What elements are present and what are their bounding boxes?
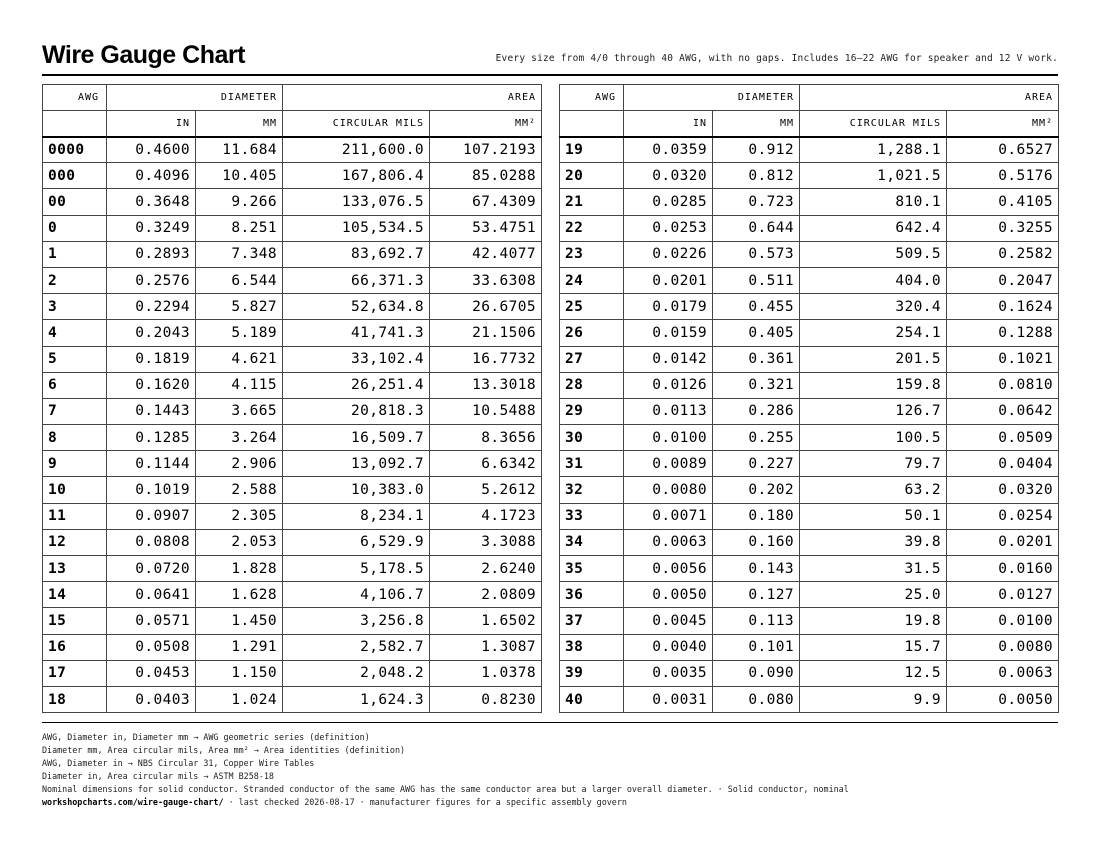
wire-table-right <box>559 84 1059 713</box>
circular-mils-cell: 63.2 <box>800 477 947 503</box>
circular-mils-cell: 320.4 <box>800 294 947 320</box>
awg-cell: 27 <box>560 346 624 372</box>
awg-cell: 38 <box>560 634 624 660</box>
circular-mils-cell: 13,092.7 <box>283 451 430 477</box>
diameter-mm-cell: 0.255 <box>713 425 800 451</box>
awg-cell: 18 <box>43 686 107 712</box>
diameter-mm-cell: 2.906 <box>196 451 283 477</box>
diameter-mm-cell: 2.053 <box>196 529 283 555</box>
footer-note: Nominal dimensions for solid conductor. Stranded conductor of the same AWG has the same conductor area but a larger overall diameter. · Solid conductor, nominal <box>42 784 849 794</box>
circular-mils-cell: 41,741.3 <box>283 320 430 346</box>
table-row <box>43 582 542 608</box>
table-row <box>560 451 1059 477</box>
circular-mils-cell: 133,076.5 <box>283 189 430 215</box>
area-mm2-cell: 0.1288 <box>947 320 1059 346</box>
circular-mils-cell: 31.5 <box>800 556 947 582</box>
circular-mils-cell: 9.9 <box>800 686 947 712</box>
area-mm2-cell: 0.0642 <box>947 398 1059 424</box>
diameter-in-cell: 0.0641 <box>107 582 196 608</box>
area-mm2-cell: 0.0509 <box>947 425 1059 451</box>
table-row <box>43 163 542 189</box>
table-row <box>43 372 542 398</box>
table-row <box>560 556 1059 582</box>
page <box>42 40 1058 807</box>
awg-cell: 00 <box>43 189 107 215</box>
table-row <box>43 660 542 686</box>
awg-cell: 35 <box>560 556 624 582</box>
awg-cell: 5 <box>43 346 107 372</box>
diameter-mm-cell: 0.511 <box>713 267 800 293</box>
awg-cell: 4 <box>43 320 107 346</box>
awg-cell: 23 <box>560 241 624 267</box>
table-row <box>560 320 1059 346</box>
circular-mils-cell: 19.8 <box>800 608 947 634</box>
diameter-in-cell: 0.1443 <box>107 398 196 424</box>
diameter-mm-cell: 0.812 <box>713 163 800 189</box>
area-mm2-cell: 0.1624 <box>947 294 1059 320</box>
table-row <box>43 529 542 555</box>
area-mm2-cell: 2.0809 <box>430 582 542 608</box>
source-line: AWG, Diameter in → NBS Circular 31, Copper Wire Tables <box>42 758 315 768</box>
diameter-mm-cell: 0.644 <box>713 215 800 241</box>
awg-cell: 16 <box>43 634 107 660</box>
diameter-mm-cell: 0.573 <box>713 241 800 267</box>
area-mm2-cell: 8.3656 <box>430 425 542 451</box>
diameter-mm-cell: 0.361 <box>713 346 800 372</box>
awg-cell: 12 <box>43 529 107 555</box>
header-awg: AWG <box>43 85 107 111</box>
area-mm2-cell: 16.7732 <box>430 346 542 372</box>
area-mm2-cell: 0.2582 <box>947 241 1059 267</box>
diameter-mm-cell: 4.115 <box>196 372 283 398</box>
diameter-mm-cell: 0.127 <box>713 582 800 608</box>
awg-cell: 9 <box>43 451 107 477</box>
diameter-in-cell: 0.0453 <box>107 660 196 686</box>
circular-mils-cell: 26,251.4 <box>283 372 430 398</box>
diameter-mm-cell: 1.291 <box>196 634 283 660</box>
awg-cell: 14 <box>43 582 107 608</box>
table-row <box>560 137 1059 163</box>
awg-cell: 24 <box>560 267 624 293</box>
diameter-in-cell: 0.3249 <box>107 215 196 241</box>
header-circular-mils: CIRCULAR MILS <box>800 111 947 137</box>
header-mm: MM <box>196 111 283 137</box>
circular-mils-cell: 126.7 <box>800 398 947 424</box>
area-mm2-cell: 0.0254 <box>947 503 1059 529</box>
diameter-mm-cell: 0.723 <box>713 189 800 215</box>
footer-meta <box>42 796 1058 809</box>
diameter-mm-cell: 0.080 <box>713 686 800 712</box>
circular-mils-cell: 15.7 <box>800 634 947 660</box>
area-mm2-cell: 0.8230 <box>430 686 542 712</box>
awg-cell: 8 <box>43 425 107 451</box>
awg-cell: 1 <box>43 241 107 267</box>
diameter-in-cell: 0.0201 <box>624 267 713 293</box>
awg-cell: 3 <box>43 294 107 320</box>
awg-cell: 17 <box>43 660 107 686</box>
circular-mils-cell: 5,178.5 <box>283 556 430 582</box>
diameter-mm-cell: 10.405 <box>196 163 283 189</box>
diameter-in-cell: 0.0159 <box>624 320 713 346</box>
circular-mils-cell: 509.5 <box>800 241 947 267</box>
awg-cell: 40 <box>560 686 624 712</box>
area-mm2-cell: 0.0080 <box>947 634 1059 660</box>
header-awg-blank <box>43 111 107 137</box>
diameter-in-cell: 0.0179 <box>624 294 713 320</box>
header-area: AREA <box>800 85 1059 111</box>
diameter-mm-cell: 1.024 <box>196 686 283 712</box>
diameter-mm-cell: 0.180 <box>713 503 800 529</box>
diameter-mm-cell: 1.628 <box>196 582 283 608</box>
diameter-mm-cell: 0.227 <box>713 451 800 477</box>
diameter-in-cell: 0.0320 <box>624 163 713 189</box>
header-awg: AWG <box>560 85 624 111</box>
circular-mils-cell: 3,256.8 <box>283 608 430 634</box>
awg-cell: 20 <box>560 163 624 189</box>
circular-mils-cell: 50.1 <box>800 503 947 529</box>
table-row <box>43 477 542 503</box>
area-mm2-cell: 42.4077 <box>430 241 542 267</box>
circular-mils-cell: 10,383.0 <box>283 477 430 503</box>
table-row <box>43 241 542 267</box>
diameter-in-cell: 0.4600 <box>107 137 196 163</box>
awg-cell: 13 <box>43 556 107 582</box>
diameter-mm-cell: 1.828 <box>196 556 283 582</box>
table-row <box>43 634 542 660</box>
diameter-mm-cell: 0.160 <box>713 529 800 555</box>
diameter-in-cell: 0.3648 <box>107 189 196 215</box>
area-mm2-cell: 107.2193 <box>430 137 542 163</box>
page-subtitle: Every size from 4/0 through 40 AWG, with no gaps. Includes 16–22 AWG for speaker and 12 V work. <box>495 53 1058 64</box>
area-mm2-cell: 0.0100 <box>947 608 1059 634</box>
diameter-mm-cell: 0.286 <box>713 398 800 424</box>
header-in: IN <box>624 111 713 137</box>
header-mm: MM <box>713 111 800 137</box>
diameter-in-cell: 0.4096 <box>107 163 196 189</box>
footer <box>42 722 1058 809</box>
awg-cell: 30 <box>560 425 624 451</box>
awg-cell: 32 <box>560 477 624 503</box>
circular-mils-cell: 39.8 <box>800 529 947 555</box>
area-mm2-cell: 0.1021 <box>947 346 1059 372</box>
header-diameter: DIAMETER <box>624 85 800 111</box>
area-mm2-cell: 2.6240 <box>430 556 542 582</box>
table-row <box>560 241 1059 267</box>
diameter-in-cell: 0.1144 <box>107 451 196 477</box>
table-row <box>560 163 1059 189</box>
diameter-mm-cell: 5.827 <box>196 294 283 320</box>
diameter-mm-cell: 0.090 <box>713 660 800 686</box>
circular-mils-cell: 83,692.7 <box>283 241 430 267</box>
diameter-in-cell: 0.0089 <box>624 451 713 477</box>
area-mm2-cell: 1.0378 <box>430 660 542 686</box>
awg-cell: 21 <box>560 189 624 215</box>
diameter-mm-cell: 1.450 <box>196 608 283 634</box>
table-row <box>560 425 1059 451</box>
diameter-in-cell: 0.0403 <box>107 686 196 712</box>
circular-mils-cell: 810.1 <box>800 189 947 215</box>
circular-mils-cell: 12.5 <box>800 660 947 686</box>
awg-cell: 2 <box>43 267 107 293</box>
diameter-in-cell: 0.0720 <box>107 556 196 582</box>
diameter-in-cell: 0.0031 <box>624 686 713 712</box>
diameter-mm-cell: 3.264 <box>196 425 283 451</box>
diameter-in-cell: 0.1285 <box>107 425 196 451</box>
awg-cell: 25 <box>560 294 624 320</box>
table-row <box>560 686 1059 712</box>
header-diameter: DIAMETER <box>107 85 283 111</box>
circular-mils-cell: 1,624.3 <box>283 686 430 712</box>
table-row <box>43 215 542 241</box>
diameter-in-cell: 0.0063 <box>624 529 713 555</box>
area-mm2-cell: 3.3088 <box>430 529 542 555</box>
table-row <box>43 294 542 320</box>
circular-mils-cell: 8,234.1 <box>283 503 430 529</box>
source-url-link[interactable]: workshopcharts.com/wire-gauge-chart/ <box>42 797 224 807</box>
table-row <box>560 529 1059 555</box>
diameter-in-cell: 0.1819 <box>107 346 196 372</box>
awg-cell: 39 <box>560 660 624 686</box>
area-mm2-cell: 26.6705 <box>430 294 542 320</box>
diameter-in-cell: 0.0050 <box>624 582 713 608</box>
right-table-body <box>560 137 1059 713</box>
diameter-in-cell: 0.0253 <box>624 215 713 241</box>
table-row <box>43 267 542 293</box>
area-mm2-cell: 13.3018 <box>430 372 542 398</box>
diameter-mm-cell: 11.684 <box>196 137 283 163</box>
table-row <box>43 608 542 634</box>
awg-cell: 36 <box>560 582 624 608</box>
diameter-in-cell: 0.0285 <box>624 189 713 215</box>
circular-mils-cell: 1,288.1 <box>800 137 947 163</box>
area-mm2-cell: 0.2047 <box>947 267 1059 293</box>
area-mm2-cell: 0.5176 <box>947 163 1059 189</box>
circular-mils-cell: 105,534.5 <box>283 215 430 241</box>
diameter-mm-cell: 9.266 <box>196 189 283 215</box>
diameter-mm-cell: 5.189 <box>196 320 283 346</box>
area-mm2-cell: 0.4105 <box>947 189 1059 215</box>
diameter-mm-cell: 2.305 <box>196 503 283 529</box>
circular-mils-cell: 100.5 <box>800 425 947 451</box>
header-mm2: MM² <box>430 111 542 137</box>
diameter-in-cell: 0.0907 <box>107 503 196 529</box>
circular-mils-cell: 1,021.5 <box>800 163 947 189</box>
circular-mils-cell: 254.1 <box>800 320 947 346</box>
table-row <box>560 503 1059 529</box>
diameter-in-cell: 0.0508 <box>107 634 196 660</box>
awg-cell: 000 <box>43 163 107 189</box>
circular-mils-cell: 52,634.8 <box>283 294 430 320</box>
awg-cell: 22 <box>560 215 624 241</box>
area-mm2-cell: 0.0201 <box>947 529 1059 555</box>
area-mm2-cell: 4.1723 <box>430 503 542 529</box>
left-table-body <box>43 137 542 713</box>
diameter-in-cell: 0.0359 <box>624 137 713 163</box>
awg-cell: 37 <box>560 608 624 634</box>
circular-mils-cell: 642.4 <box>800 215 947 241</box>
awg-cell: 26 <box>560 320 624 346</box>
awg-cell: 31 <box>560 451 624 477</box>
source-line: Diameter in, Area circular mils → ASTM B258-18 <box>42 771 274 781</box>
table-row <box>560 634 1059 660</box>
circular-mils-cell: 4,106.7 <box>283 582 430 608</box>
circular-mils-cell: 211,600.0 <box>283 137 430 163</box>
area-mm2-cell: 85.0288 <box>430 163 542 189</box>
table-row <box>43 686 542 712</box>
diameter-in-cell: 0.0080 <box>624 477 713 503</box>
diameter-in-cell: 0.0226 <box>624 241 713 267</box>
circular-mils-cell: 404.0 <box>800 267 947 293</box>
circular-mils-cell: 2,048.2 <box>283 660 430 686</box>
awg-cell: 29 <box>560 398 624 424</box>
area-mm2-cell: 0.0050 <box>947 686 1059 712</box>
diameter-mm-cell: 0.455 <box>713 294 800 320</box>
table-row <box>43 346 542 372</box>
diameter-mm-cell: 6.544 <box>196 267 283 293</box>
diameter-in-cell: 0.0571 <box>107 608 196 634</box>
table-row <box>560 477 1059 503</box>
area-mm2-cell: 0.0063 <box>947 660 1059 686</box>
page-title: Wire Gauge Chart <box>42 41 245 69</box>
diameter-in-cell: 0.2576 <box>107 267 196 293</box>
table-row <box>560 215 1059 241</box>
header-in: IN <box>107 111 196 137</box>
table-row <box>43 556 542 582</box>
circular-mils-cell: 2,582.7 <box>283 634 430 660</box>
source-line: AWG, Diameter in, Diameter mm → AWG geometric series (definition) <box>42 732 370 742</box>
area-mm2-cell: 0.0127 <box>947 582 1059 608</box>
awg-cell: 11 <box>43 503 107 529</box>
table-row <box>560 346 1059 372</box>
diameter-mm-cell: 1.150 <box>196 660 283 686</box>
diameter-in-cell: 0.0142 <box>624 346 713 372</box>
header-circular-mils: CIRCULAR MILS <box>283 111 430 137</box>
diameter-in-cell: 0.0100 <box>624 425 713 451</box>
area-mm2-cell: 1.3087 <box>430 634 542 660</box>
awg-cell: 10 <box>43 477 107 503</box>
area-mm2-cell: 0.0320 <box>947 477 1059 503</box>
area-mm2-cell: 0.0810 <box>947 372 1059 398</box>
diameter-in-cell: 0.0126 <box>624 372 713 398</box>
area-mm2-cell: 0.0160 <box>947 556 1059 582</box>
page-header <box>42 40 1058 76</box>
awg-cell: 6 <box>43 372 107 398</box>
diameter-mm-cell: 8.251 <box>196 215 283 241</box>
circular-mils-cell: 6,529.9 <box>283 529 430 555</box>
table-row <box>43 398 542 424</box>
table-row <box>560 294 1059 320</box>
diameter-in-cell: 0.0045 <box>624 608 713 634</box>
awg-cell: 19 <box>560 137 624 163</box>
area-mm2-cell: 0.0404 <box>947 451 1059 477</box>
table-row <box>43 320 542 346</box>
wire-table-left <box>42 84 542 713</box>
area-mm2-cell: 0.6527 <box>947 137 1059 163</box>
diameter-in-cell: 0.2294 <box>107 294 196 320</box>
area-mm2-cell: 33.6308 <box>430 267 542 293</box>
table-row <box>560 267 1059 293</box>
diameter-mm-cell: 0.321 <box>713 372 800 398</box>
circular-mils-cell: 66,371.3 <box>283 267 430 293</box>
diameter-in-cell: 0.0071 <box>624 503 713 529</box>
circular-mils-cell: 79.7 <box>800 451 947 477</box>
table-row <box>560 189 1059 215</box>
awg-cell: 15 <box>43 608 107 634</box>
source-line: Diameter mm, Area circular mils, Area mm² → Area identities (definition) <box>42 745 406 755</box>
diameter-in-cell: 0.0113 <box>624 398 713 424</box>
diameter-in-cell: 0.2043 <box>107 320 196 346</box>
tables-area <box>42 84 1058 754</box>
diameter-in-cell: 0.0035 <box>624 660 713 686</box>
awg-cell: 33 <box>560 503 624 529</box>
awg-cell: 34 <box>560 529 624 555</box>
table-row <box>43 137 542 163</box>
table-row <box>560 660 1059 686</box>
area-mm2-cell: 53.4751 <box>430 215 542 241</box>
area-mm2-cell: 21.1506 <box>430 320 542 346</box>
diameter-mm-cell: 0.912 <box>713 137 800 163</box>
awg-cell: 0000 <box>43 137 107 163</box>
area-mm2-cell: 0.3255 <box>947 215 1059 241</box>
circular-mils-cell: 167,806.4 <box>283 163 430 189</box>
header-mm2: MM² <box>947 111 1059 137</box>
awg-cell: 0 <box>43 215 107 241</box>
circular-mils-cell: 201.5 <box>800 346 947 372</box>
area-mm2-cell: 6.6342 <box>430 451 542 477</box>
diameter-in-cell: 0.0808 <box>107 529 196 555</box>
circular-mils-cell: 159.8 <box>800 372 947 398</box>
area-mm2-cell: 10.5488 <box>430 398 542 424</box>
diameter-mm-cell: 0.143 <box>713 556 800 582</box>
awg-cell: 7 <box>43 398 107 424</box>
circular-mils-cell: 25.0 <box>800 582 947 608</box>
diameter-in-cell: 0.1620 <box>107 372 196 398</box>
header-area: AREA <box>283 85 542 111</box>
circular-mils-cell: 20,818.3 <box>283 398 430 424</box>
table-row <box>560 608 1059 634</box>
diameter-mm-cell: 0.202 <box>713 477 800 503</box>
table-row <box>43 425 542 451</box>
diameter-mm-cell: 0.405 <box>713 320 800 346</box>
header-awg-blank <box>560 111 624 137</box>
circular-mils-cell: 33,102.4 <box>283 346 430 372</box>
diameter-in-cell: 0.1019 <box>107 477 196 503</box>
circular-mils-cell: 16,509.7 <box>283 425 430 451</box>
last-checked: · last checked 2026-08-17 · manufacturer figures for a specific assembly govern <box>223 797 627 807</box>
diameter-mm-cell: 7.348 <box>196 241 283 267</box>
table-row <box>560 582 1059 608</box>
awg-cell: 28 <box>560 372 624 398</box>
diameter-mm-cell: 2.588 <box>196 477 283 503</box>
table-row <box>43 451 542 477</box>
diameter-in-cell: 0.2893 <box>107 241 196 267</box>
diameter-mm-cell: 4.621 <box>196 346 283 372</box>
table-row <box>560 398 1059 424</box>
diameter-mm-cell: 0.101 <box>713 634 800 660</box>
diameter-in-cell: 0.0040 <box>624 634 713 660</box>
diameter-mm-cell: 0.113 <box>713 608 800 634</box>
area-mm2-cell: 1.6502 <box>430 608 542 634</box>
diameter-mm-cell: 3.665 <box>196 398 283 424</box>
table-row <box>560 372 1059 398</box>
area-mm2-cell: 5.2612 <box>430 477 542 503</box>
diameter-in-cell: 0.0056 <box>624 556 713 582</box>
table-row <box>43 189 542 215</box>
table-row <box>43 503 542 529</box>
area-mm2-cell: 67.4309 <box>430 189 542 215</box>
